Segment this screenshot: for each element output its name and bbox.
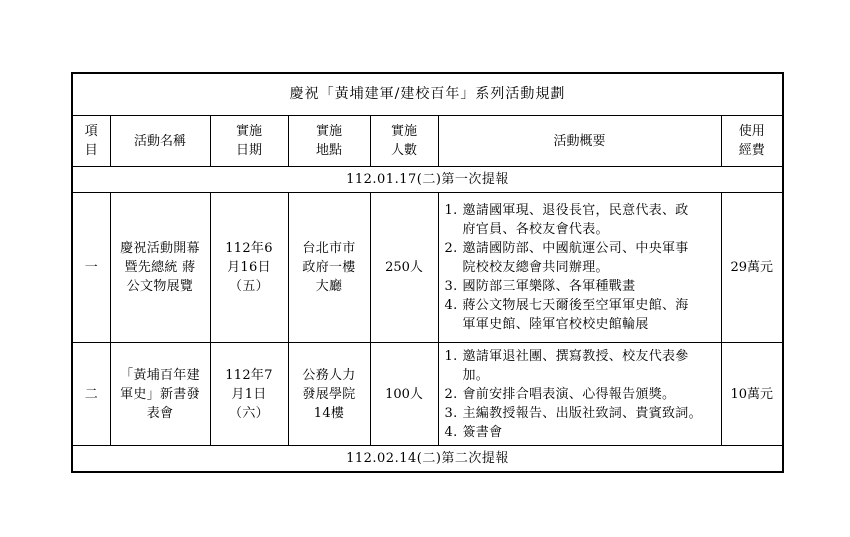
event-item: 二 [72,343,110,446]
section-row [72,446,783,473]
header-item: 項 目 [72,116,110,167]
list-item: 3. 國防部三軍樂隊、各軍種戰畫 [444,279,636,294]
header-summary: 活動概要 [438,116,721,167]
header-budget: 使用 經費 [721,116,783,167]
table-title: 慶祝「黃埔建軍/建校百年」系列活動規劃 [72,73,783,116]
event-place: 公務人力 發展學院 14樓 [288,343,370,446]
event-budget: 10萬元 [721,343,783,446]
summary-list [445,347,717,442]
section-label: 112.02.14(二)第二次提報 [72,446,783,473]
header-people: 實施 人數 [370,116,438,167]
event-budget: 29萬元 [721,193,783,343]
section-label: 112.01.17(二)第一次提報 [72,167,783,193]
event-people: 250人 [370,193,438,343]
section-row [72,167,783,193]
event-people: 100人 [370,343,438,446]
header-date: 實施 日期 [210,116,288,167]
table-row [72,193,783,343]
event-summary [438,343,721,446]
event-place: 台北市市 政府一樓 大廳 [288,193,370,343]
event-summary [438,193,721,343]
summary-list [445,201,717,334]
list-item: 1. 邀請國軍現、退役長官，民意代表、政 府官員、各校友會代表。 [444,203,689,237]
event-name: 慶祝活動開幕 暨先總統 蔣 公文物展覽 [110,193,210,343]
header-place: 實施 地點 [288,116,370,167]
table-row [72,343,783,446]
activity-plan-table [71,72,784,473]
list-item: 1. 邀請軍退社團、撰寫教授、校友代表參 加。 [444,348,689,383]
header-row [72,116,783,167]
list-item: 2. 會前安排合唱表演、心得報告頒獎。 [444,386,676,402]
list-item: 2. 邀請國防部、中國航運公司、中央軍事 院校校友總會共同辦理。 [444,241,689,275]
event-date: 112年7 月1日 （六） [210,343,288,446]
event-date: 112年6 月16日 （五） [210,193,288,343]
event-name: 「黃埔百年建 軍史」新書發 表會 [110,343,210,446]
list-item: 4. 簽書會 [444,424,503,440]
event-item: 一 [72,193,110,343]
list-item: 3. 主編教授報告、出版社致詞、貴賓致詞。 [444,405,702,421]
header-name: 活動名稱 [110,116,210,167]
list-item: 4. 蔣公文物展七天爾後至空軍軍史館、海 軍軍史館、陸軍官校校史館輪展 [444,298,689,332]
